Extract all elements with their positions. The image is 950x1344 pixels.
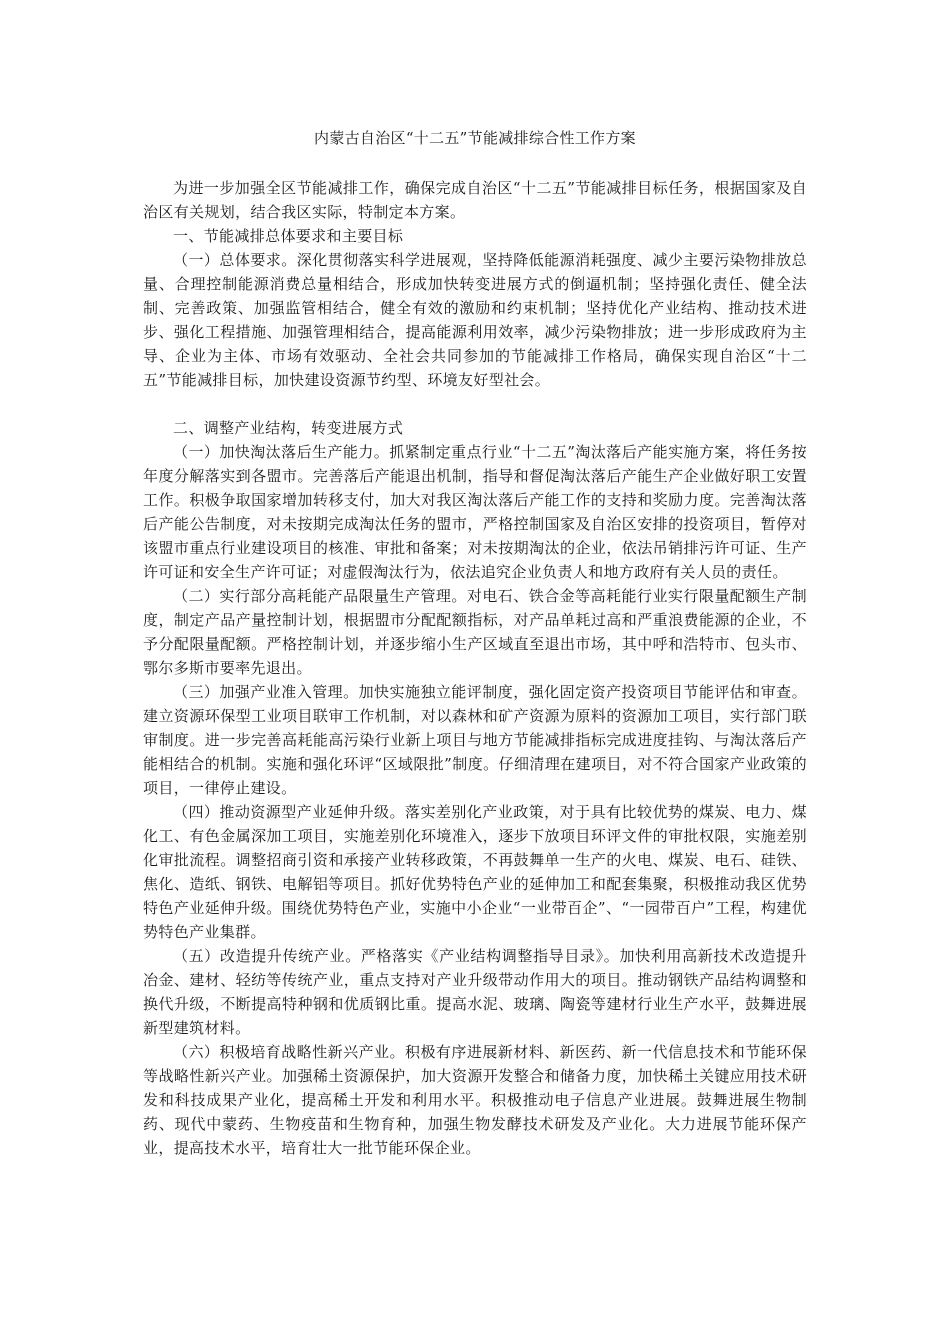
- paragraph-limited-production: （二）实行部分高耗能产品限量生产管理。对电石、铁合金等高耗能行业实行限量配额生产制度，制定产品产量控制计划，根据盟市分配配额指标，对产品单耗过高和严重浪费能源的企业，不予分配限量配额。严格控制计划，并逐步缩小生产区域直至退出市场，其中呼和浩特市、包头市、鄂尔多斯市要率先退出。: [143, 587, 807, 677]
- section-heading-2: 二、调整产业结构，转变进展方式: [173, 419, 404, 437]
- section-heading-1: 一、节能减排总体要求和主要目标: [173, 227, 404, 245]
- document-body: [143, 176, 807, 1160]
- paragraph-industry-access: （三）加强产业准入管理。加快实施独立能评制度，强化固定资产投资项目节能评估和审查。建立资源环保型工业项目联审工作机制，对以森林和矿产资源为原料的资源加工项目，实行部门联审制度。进一步完善高耗能高污染行业新上项目与地方节能减排指标完成进度挂钩、与淘汰落后产能相结合的机制。实施和强化环评“区域限批”制度。仔细清理在建项目，对不符合国家产业政策的项目，一律停止建设。: [143, 683, 807, 797]
- paragraph-resource-industry-upgrade: （四）推动资源型产业延伸升级。落实差别化产业政策，对于具有比较优势的煤炭、电力、煤化工、有色金属深加工项目，实施差别化环境准入，逐步下放项目环评文件的审批权限，实施差别化审批流程。调整招商引资和承接产业转移政策，不再鼓舞单一生产的火电、煤炭、电石、硅铁、焦化、造纸、钢铁、电解铝等项目。抓好优势特色产业的延伸加工和配套集聚，积极推动我区优势特色产业延伸升级。围绕优势特色产业，实施中小企业“一业带百企”、“一园带百户”工程，构建优势特色产业集群。: [143, 803, 807, 941]
- intro-paragraph: 为进一步加强全区节能减排工作，确保完成自治区“十二五”节能减排目标任务，根据国家及自治区有关规划，结合我区实际，特制定本方案。: [143, 179, 807, 221]
- paragraph-traditional-industry: （五）改造提升传统产业。严格落实《产业结构调整指导目录》。加快利用高新技术改造提升冶金、建材、轻纺等传统产业，重点支持对产业升级带动作用大的项目。推动钢铁产品结构调整和换代升级，不断提高特种钢和优质钢比重。提高水泥、玻璃、陶瓷等建材行业生产水平，鼓舞进展新型建筑材料。: [143, 947, 807, 1037]
- paragraph-eliminate-backward-capacity: （一）加快淘汰落后生产能力。抓紧制定重点行业“十二五”淘汰落后产能实施方案，将任务按年度分解落实到各盟市。完善落后产能退出机制，指导和督促淘汰落后产能生产企业做好职工安置工作。积极争取国家增加转移支付，加大对我区淘汰落后产能工作的支持和奖励力度。完善淘汰落后产能公告制度，对未按期完成淘汰任务的盟市，严格控制国家及自治区安排的投资项目，暂停对该盟市重点行业建设项目的核准、审批和备案；对未按期淘汰的企业，依法吊销排污许可证、生产许可证和安全生产许可证；对虚假淘汰行为，依法追究企业负责人和地方政府有关人员的责任。: [143, 443, 807, 581]
- paragraph-overall-requirements: （一）总体要求。深化贯彻落实科学进展观，坚持降低能源消耗强度、减少主要污染物排放总量、合理控制能源消费总量相结合，形成加快转变进展方式的倒逼机制；坚持强化责任、健全法制、完善政策、加强监管相结合，健全有效的激励和约束机制；坚持优化产业结构、推动技术进步、强化工程措施、加强管理相结合，提高能源利用效率，减少污染物排放；进一步形成政府为主导、企业为主体、市场有效驱动、全社会共同参加的节能减排工作格局，确保实现自治区“十二五”节能减排目标，加快建设资源节约型、环境友好型社会。: [143, 251, 807, 389]
- paragraph-emerging-industry: （六）积极培育战略性新兴产业。积极有序进展新材料、新医药、新一代信息技术和节能环保等战略性新兴产业。加强稀土资源保护，加大资源开发整合和储备力度，加快稀土关键应用技术研发和科技成果产业化，提高稀土开发和利用水平。积极推动电子信息产业进展。鼓舞进展生物制药、现代中蒙药、生物疫苗和生物育种，加强生物发酵技术研发及产业化。大力进展节能环保产业，提高技术水平，培育壮大一批节能环保企业。: [143, 1043, 807, 1157]
- paragraph-spacer: [143, 392, 807, 416]
- document-title: 内蒙古自治区“十二五”节能减排综合性工作方案: [314, 129, 636, 147]
